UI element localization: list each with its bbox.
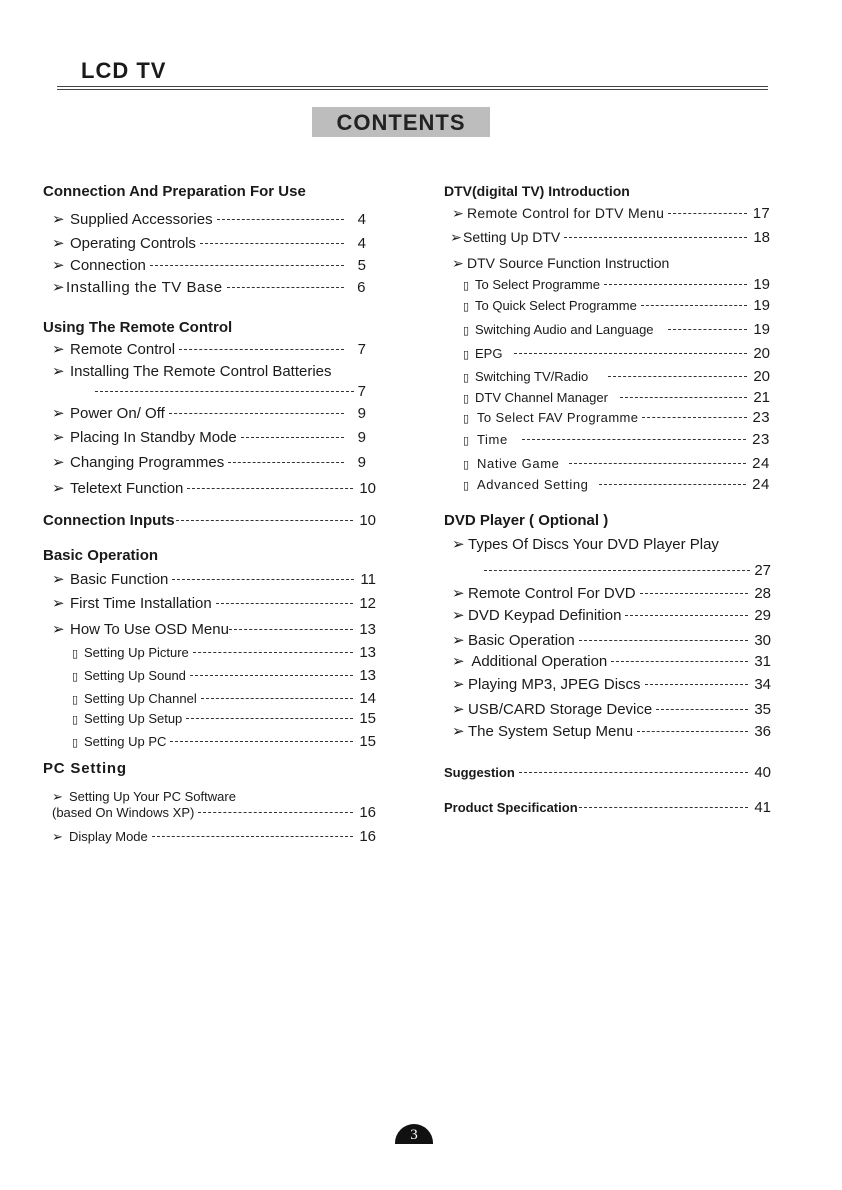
toc-page: 16 <box>359 828 376 845</box>
dotted-leader <box>228 462 344 463</box>
toc-page: 9 <box>357 405 366 422</box>
toc-page: 29 <box>754 607 771 624</box>
section-heading: DVD Player ( Optional ) <box>444 512 609 529</box>
dotted-leader <box>95 391 354 392</box>
toc-entry[interactable] <box>452 584 771 602</box>
dotted-leader <box>608 376 747 377</box>
toc-page: 15 <box>359 710 376 727</box>
toc-entry[interactable] <box>452 675 771 693</box>
toc-subentry[interactable] <box>72 644 376 661</box>
toc-label: Supplied Accessories <box>70 211 213 228</box>
arrow-bullet-icon: ➢ <box>52 211 65 228</box>
toc-label: Setting Up Picture <box>84 645 189 660</box>
toc-page: 20 <box>753 368 770 385</box>
arrow-bullet-icon: ➢ <box>52 454 65 471</box>
box-bullet-icon: ▯ <box>463 459 470 471</box>
dotted-leader <box>519 772 749 773</box>
toc-label: Setting Up DTV <box>463 229 561 245</box>
toc-page: 13 <box>359 644 376 661</box>
toc-label: DVD Keypad Definition <box>468 607 622 624</box>
toc-subentry[interactable] <box>463 476 770 493</box>
box-bullet-icon: ▯ <box>463 372 470 384</box>
toc-page: 13 <box>359 667 376 684</box>
toc-label: Display Mode <box>69 829 148 844</box>
section-heading: Connection And Preparation For Use <box>43 183 306 200</box>
toc-entry[interactable] <box>52 428 366 446</box>
dotted-leader <box>599 484 747 485</box>
dotted-leader <box>484 570 750 571</box>
dotted-leader <box>514 353 747 354</box>
toc-label: Setting Up Your PC Software <box>69 789 236 804</box>
toc-label: Setting Up Channel <box>84 691 197 706</box>
toc-page: 19 <box>753 297 770 314</box>
arrow-bullet-icon: ➢ <box>52 279 66 296</box>
toc-label: EPG <box>475 346 503 361</box>
section-heading: Connection Inputs <box>43 512 175 529</box>
toc-page: 14 <box>359 690 376 707</box>
arrow-bullet-icon: ➢ <box>452 205 465 221</box>
toc-entry-continuation[interactable] <box>484 562 771 579</box>
toc-page: 41 <box>754 799 771 816</box>
toc-label: Remote Control <box>70 341 176 358</box>
toc-entry[interactable] <box>52 479 376 497</box>
box-bullet-icon: ▯ <box>72 671 79 683</box>
toc-page: 12 <box>359 595 376 612</box>
box-bullet-icon: ▯ <box>463 413 470 425</box>
toc-entry[interactable] <box>52 404 366 422</box>
toc-entry[interactable] <box>452 631 771 649</box>
box-bullet-icon: ▯ <box>463 301 470 313</box>
box-bullet-icon: ▯ <box>72 714 79 726</box>
toc-page: 19 <box>753 321 770 338</box>
toc-entry[interactable] <box>452 205 770 222</box>
toc-page: 16 <box>359 804 376 821</box>
toc-page: 4 <box>357 211 366 228</box>
toc-label: Setting Up Sound <box>84 668 186 683</box>
page-number: 3 <box>395 1124 433 1144</box>
toc-section-entry[interactable] <box>444 764 771 781</box>
toc-label: Switching Audio and Language <box>475 322 654 337</box>
toc-page: 7 <box>357 383 366 400</box>
toc-label: Placing In Standby Mode <box>70 429 237 446</box>
dotted-leader <box>604 284 747 285</box>
dotted-leader <box>200 243 344 244</box>
dotted-leader <box>229 629 353 630</box>
toc-label: Switching TV/Radio <box>475 369 589 384</box>
dotted-leader <box>641 305 747 306</box>
dotted-leader <box>564 237 747 238</box>
toc-page: 5 <box>357 257 366 274</box>
arrow-bullet-icon: ➢ <box>52 480 65 497</box>
arrow-bullet-icon: ➢ <box>52 257 65 274</box>
toc-page: 30 <box>754 632 771 649</box>
toc-label: Additional Operation <box>468 653 608 670</box>
arrow-bullet-icon: ➢ <box>52 235 65 252</box>
arrow-bullet-icon: ➢ <box>452 607 465 624</box>
dotted-leader <box>176 520 354 521</box>
toc-page: 23 <box>752 431 770 448</box>
toc-page: 18 <box>753 229 770 246</box>
header-rule-bottom <box>57 89 768 90</box>
dotted-leader <box>152 836 354 837</box>
arrow-bullet-icon: ➢ <box>52 405 65 422</box>
toc-page: 17 <box>752 205 770 222</box>
toc-entry[interactable] <box>452 606 771 624</box>
toc-subentry[interactable] <box>463 431 770 448</box>
toc-entry[interactable] <box>52 256 366 274</box>
dotted-leader <box>642 417 746 418</box>
toc-page: 34 <box>754 676 771 693</box>
dotted-leader <box>645 684 749 685</box>
toc-entry-continuation[interactable] <box>95 383 366 400</box>
toc-entry[interactable] <box>52 362 366 380</box>
dotted-leader <box>172 579 354 580</box>
dotted-leader <box>637 731 748 732</box>
toc-page: 40 <box>754 764 771 781</box>
toc-label: Basic Function <box>70 571 169 588</box>
section-heading: DTV(digital TV) Introduction <box>444 183 630 199</box>
toc-label: Basic Operation <box>468 632 575 649</box>
toc-label: Types Of Discs Your DVD Player Play <box>468 536 719 553</box>
arrow-bullet-icon: ➢ <box>52 789 63 804</box>
toc-entry[interactable] <box>52 278 366 296</box>
toc-page: 9 <box>357 454 366 471</box>
arrow-bullet-icon: ➢ <box>450 229 462 245</box>
toc-label: The System Setup Menu <box>468 723 634 740</box>
header-rule-top <box>57 86 768 87</box>
contents-heading: CONTENTS <box>312 107 490 137</box>
toc-entry[interactable] <box>450 229 770 246</box>
box-bullet-icon: ▯ <box>463 435 470 447</box>
toc-label: First Time Installation <box>70 595 212 612</box>
toc-label: Remote Control For DVD <box>468 585 636 602</box>
dotted-leader <box>579 640 749 641</box>
toc-subentry[interactable] <box>463 409 770 426</box>
arrow-bullet-icon: ➢ <box>452 255 464 271</box>
toc-label: Playing MP3, JPEG Discs <box>468 676 641 693</box>
toc-label: DTV Channel Manager <box>475 390 608 405</box>
toc-entry[interactable] <box>52 453 366 471</box>
toc-entry[interactable] <box>452 535 770 553</box>
toc-subentry[interactable] <box>72 667 376 684</box>
toc-entry[interactable] <box>52 570 376 588</box>
dotted-leader <box>186 718 353 719</box>
toc-page: 24 <box>752 455 770 472</box>
toc-entry[interactable] <box>52 234 366 252</box>
dotted-leader <box>640 593 749 594</box>
toc-page: 31 <box>754 653 771 670</box>
arrow-bullet-icon: ➢ <box>52 595 65 612</box>
dotted-leader <box>217 219 344 220</box>
toc-subentry[interactable] <box>72 690 376 707</box>
toc-entry[interactable] <box>52 340 366 358</box>
toc-label: Installing The Remote Control Batteries <box>70 363 332 380</box>
dotted-leader <box>668 329 748 330</box>
arrow-bullet-icon: ➢ <box>452 585 465 602</box>
toc-page: 28 <box>754 585 771 602</box>
toc-label: Installing the TV Base <box>66 279 223 296</box>
toc-page: 20 <box>753 345 770 362</box>
toc-label: How To Use OSD Menu <box>70 621 229 638</box>
toc-label: To Quick Select Programme <box>475 298 637 313</box>
toc-label: To Select Programme <box>475 277 600 292</box>
dotted-leader <box>620 397 747 398</box>
toc-label: Time <box>477 432 508 447</box>
toc-label: To Select FAV Programme <box>477 410 639 425</box>
dotted-leader <box>522 439 746 440</box>
toc-entry[interactable] <box>452 722 771 740</box>
toc-label: Teletext Function <box>70 480 184 497</box>
toc-page: 24 <box>752 476 770 493</box>
toc-page: 19 <box>753 276 770 293</box>
dotted-leader <box>611 661 748 662</box>
brand-title: LCD TV <box>81 58 167 83</box>
arrow-bullet-icon: ➢ <box>452 632 465 649</box>
toc-page: 9 <box>357 429 366 446</box>
section-heading: Product Specification <box>444 800 578 815</box>
box-bullet-icon: ▯ <box>463 325 470 337</box>
toc-entry[interactable] <box>452 700 771 718</box>
arrow-bullet-icon: ➢ <box>452 653 465 670</box>
toc-label: Connection <box>70 257 146 274</box>
section-heading: PC Setting <box>43 760 127 777</box>
arrow-bullet-icon: ➢ <box>452 676 465 693</box>
toc-subentry[interactable] <box>463 297 770 314</box>
toc-label: Native Game <box>477 456 560 471</box>
toc-entry[interactable] <box>52 620 376 638</box>
box-bullet-icon: ▯ <box>463 280 470 292</box>
toc-page: 23 <box>752 409 770 426</box>
toc-page: 10 <box>359 512 376 529</box>
section-heading: Suggestion <box>444 765 515 780</box>
box-bullet-icon: ▯ <box>72 694 79 706</box>
toc-label: (based On Windows XP) <box>52 805 195 820</box>
section-heading: Using The Remote Control <box>43 319 233 336</box>
toc-page: 11 <box>360 571 376 588</box>
toc-subentry[interactable] <box>463 321 770 338</box>
box-bullet-icon: ▯ <box>463 393 470 405</box>
dotted-leader <box>169 413 344 414</box>
toc-label: Setting Up Setup <box>84 711 183 726</box>
toc-entry[interactable] <box>452 255 770 272</box>
toc-page: 15 <box>359 733 376 750</box>
toc-page: 10 <box>359 480 376 497</box>
toc-page: 21 <box>753 389 770 406</box>
toc-subentry[interactable] <box>463 389 770 406</box>
toc-subentry[interactable] <box>72 733 376 750</box>
toc-subentry[interactable] <box>463 276 770 293</box>
toc-label: Remote Control for DTV Menu <box>467 205 665 221</box>
toc-entry[interactable] <box>452 652 771 670</box>
section-heading: Basic Operation <box>43 547 159 564</box>
toc-section-entry[interactable] <box>43 512 376 529</box>
toc-subentry[interactable] <box>463 345 770 362</box>
dotted-leader <box>193 652 354 653</box>
arrow-bullet-icon: ➢ <box>52 363 65 380</box>
toc-label: Changing Programmes <box>70 454 225 471</box>
dotted-leader <box>241 437 344 438</box>
dotted-leader <box>625 615 748 616</box>
box-bullet-icon: ▯ <box>72 648 79 660</box>
toc-page: 36 <box>754 723 771 740</box>
arrow-bullet-icon: ➢ <box>452 701 465 718</box>
dotted-leader <box>216 603 354 604</box>
arrow-bullet-icon: ➢ <box>52 571 65 588</box>
dotted-leader <box>170 741 353 742</box>
arrow-bullet-icon: ➢ <box>52 341 65 358</box>
toc-subentry[interactable] <box>463 368 770 385</box>
dotted-leader <box>668 213 747 214</box>
toc-entry[interactable] <box>52 594 376 612</box>
box-bullet-icon: ▯ <box>72 737 79 749</box>
toc-page: 27 <box>754 562 771 579</box>
dotted-leader <box>227 287 344 288</box>
arrow-bullet-icon: ➢ <box>452 536 465 553</box>
toc-label: Operating Controls <box>70 235 196 252</box>
dotted-leader <box>179 349 344 350</box>
arrow-bullet-icon: ➢ <box>52 429 65 446</box>
dotted-leader <box>579 807 749 808</box>
dotted-leader <box>569 463 746 464</box>
arrow-bullet-icon: ➢ <box>52 621 65 638</box>
toc-label: Power On/ Off <box>70 405 165 422</box>
toc-entry[interactable] <box>52 789 376 805</box>
arrow-bullet-icon: ➢ <box>452 723 465 740</box>
arrow-bullet-icon: ➢ <box>52 829 63 844</box>
toc-subentry[interactable] <box>463 455 770 472</box>
toc-label: Advanced Setting <box>477 477 589 492</box>
box-bullet-icon: ▯ <box>463 480 470 492</box>
toc-page: 6 <box>357 279 366 296</box>
toc-section-entry[interactable] <box>444 799 771 816</box>
toc-page: 13 <box>359 621 376 638</box>
toc-entry-continuation[interactable] <box>52 804 376 821</box>
dotted-leader <box>201 698 354 699</box>
toc-entry[interactable] <box>52 210 366 228</box>
toc-label: USB/CARD Storage Device <box>468 701 653 718</box>
toc-subentry[interactable] <box>72 710 376 727</box>
dotted-leader <box>187 488 353 489</box>
box-bullet-icon: ▯ <box>463 349 470 361</box>
toc-page: 35 <box>754 701 771 718</box>
dotted-leader <box>198 812 353 813</box>
dotted-leader <box>150 265 344 266</box>
toc-entry[interactable] <box>52 828 376 845</box>
toc-label: Setting Up PC <box>84 734 167 749</box>
dotted-leader <box>656 709 748 710</box>
toc-label: DTV Source Function Instruction <box>467 255 670 271</box>
toc-page: 4 <box>357 235 366 252</box>
toc-page: 7 <box>357 341 366 358</box>
dotted-leader <box>190 675 353 676</box>
